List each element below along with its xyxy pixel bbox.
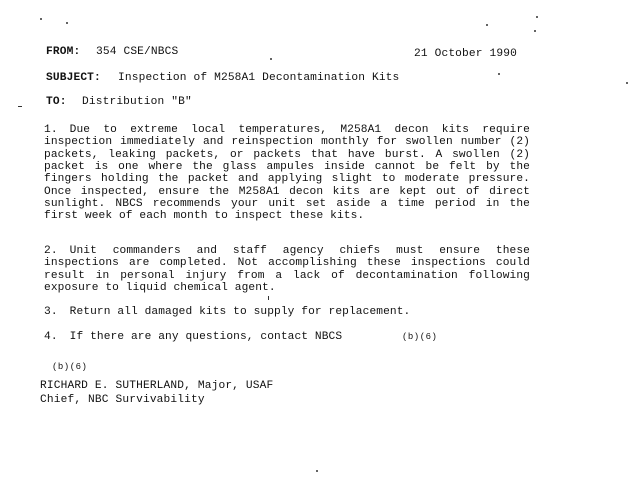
scan-speck [534, 30, 536, 32]
signer-title: Chief, NBC Survivability [40, 394, 205, 406]
paragraph-1-number: 1. [44, 124, 58, 136]
scan-speck [626, 82, 628, 84]
paragraph-3 [44, 306, 530, 318]
paragraph-3-number: 3. [44, 306, 58, 318]
scan-speck [316, 470, 318, 472]
scan-speck [536, 16, 538, 18]
scan-speck [40, 18, 42, 20]
from-value: 354 CSE/NBCS [96, 46, 179, 58]
redaction-mark-signature: (b)(6) [52, 362, 88, 372]
paragraph-3-text: Return all damaged kits to supply for replacement. [69, 306, 411, 318]
scan-speck [66, 22, 68, 24]
paragraph-4-text: If there are any questions, contact NBCS [69, 331, 343, 343]
paragraph-2-text: Unit commanders and staff agency chiefs must ensure these inspections are completed. Not accomplishing these inspections could result in personal injury from a lack of decontamination following exposure to liquid chemical agent. [44, 245, 530, 295]
from-label: FROM: [46, 46, 81, 58]
subject-label: SUBJECT: [46, 72, 101, 84]
paragraph-1-text: Due to extreme local temperatures, M258A1 decon kits require inspection immediately and reinspection monthly for swollen number (2) packets, leaking packets, or packets that have burst. A swollen (2) packet is one where the glass ampules inside cannot be felt by the fingers holding the packet and applying slight to moderate pressure. Once inspected, ensure the M258A1 decon kits are kept out of direct sunlight. NBCS recommends your unit set aside a time period in the first week of each month to inspect these kits. [44, 124, 530, 223]
redaction-mark-contact: (b)(6) [402, 332, 438, 342]
scan-speck [270, 58, 272, 60]
paragraph-4 [44, 331, 530, 343]
scan-speck [486, 24, 488, 26]
scan-speck [268, 296, 269, 300]
paragraph-4-number: 4. [44, 331, 58, 343]
scan-speck [498, 73, 500, 75]
paragraph-2-number: 2. [44, 245, 58, 257]
to-value: Distribution "B" [82, 96, 192, 108]
to-label: TO: [46, 96, 67, 108]
scan-speck [18, 106, 22, 107]
paragraph-2 [44, 245, 530, 294]
signer-name: RICHARD E. SUTHERLAND, Major, USAF [40, 380, 274, 392]
subject-value: Inspection of M258A1 Decontamination Kits [118, 72, 400, 84]
memo-date: 21 October 1990 [414, 48, 517, 60]
paragraph-1 [44, 124, 530, 223]
